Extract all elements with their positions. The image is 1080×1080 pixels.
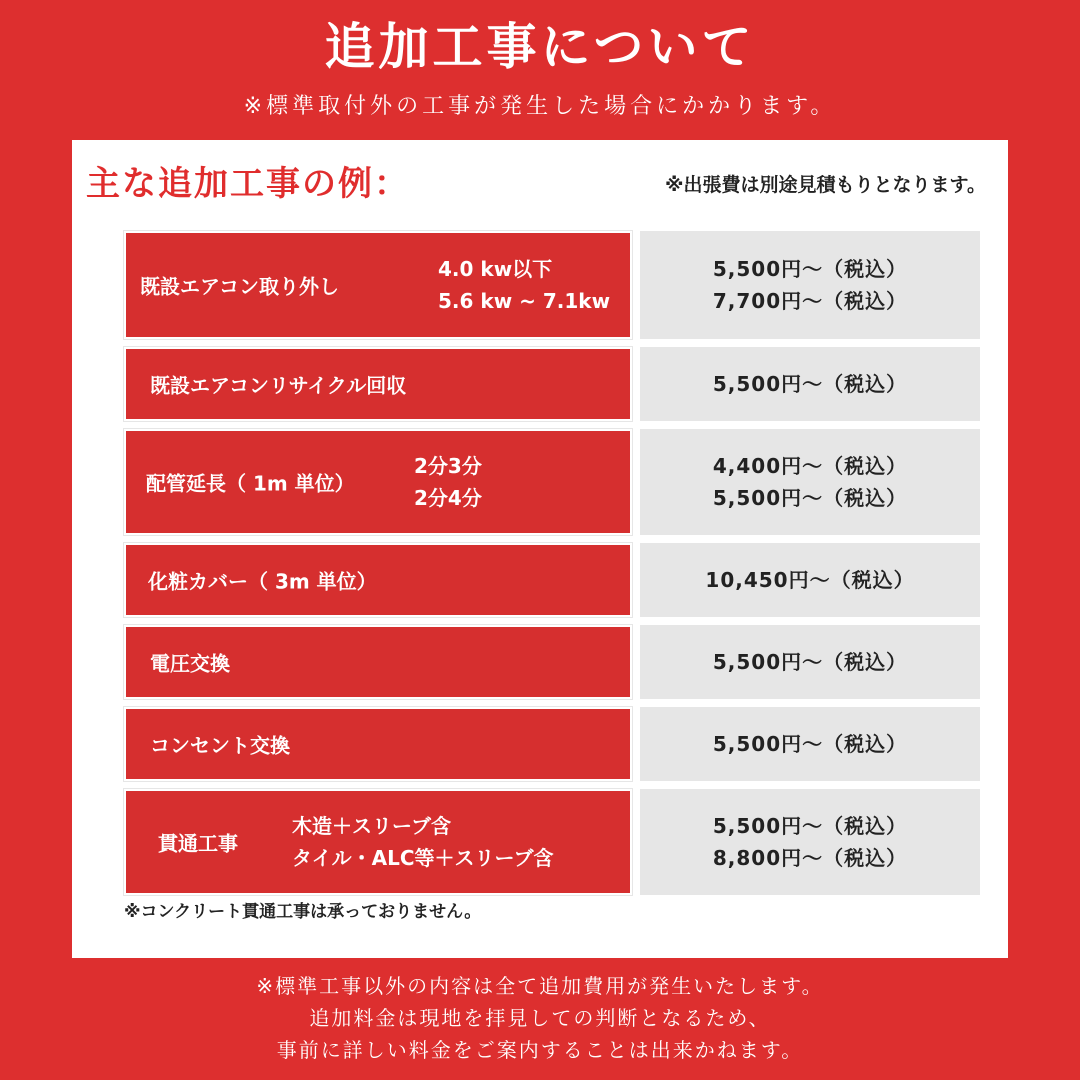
price-text xyxy=(640,564,980,596)
footer-notes xyxy=(0,970,1080,1066)
work-row-outlet xyxy=(124,707,978,781)
footer-line: ※標準工事以外の内容は全て追加費用が発生いたします。 xyxy=(256,974,824,998)
work-sub-options xyxy=(438,253,610,317)
work-row-recycle xyxy=(124,347,978,421)
work-sub-options xyxy=(292,810,554,874)
panel-heading: 主な追加工事の例： xyxy=(86,164,410,204)
work-sub-option: 2分4分 xyxy=(414,486,482,510)
price-line: 5,500円〜（税込） xyxy=(712,732,908,756)
price-line: 7,700円〜（税込） xyxy=(712,289,908,313)
price-line: 5,500円〜（税込） xyxy=(712,372,908,396)
price-cell xyxy=(640,347,980,421)
work-label-cell xyxy=(124,543,632,617)
work-label-cell xyxy=(124,707,632,781)
work-label-cell xyxy=(124,347,632,421)
price-line: 5,500円〜（税込） xyxy=(712,814,908,838)
work-row-pipe-extension xyxy=(124,429,978,535)
additional-work-panel xyxy=(72,140,1008,958)
price-line: 5,500円〜（税込） xyxy=(712,257,908,281)
work-label: コンセント交換 xyxy=(150,733,290,758)
page-subtitle: ※標準取付外の工事が発生した場合にかかります。 xyxy=(243,94,837,119)
work-sub-option: 5.6 kw ~ 7.1kw xyxy=(438,289,611,313)
price-line: 5,500円〜（税込） xyxy=(712,650,908,674)
work-sub-option: 2分3分 xyxy=(414,454,482,478)
work-sub-options xyxy=(414,450,482,514)
page-title: 追加工事について xyxy=(324,18,756,76)
work-label: 配管延長（ 1m 単位） xyxy=(146,471,355,496)
footer-line: 事前に詳しい料金をご案内することは出来かねます。 xyxy=(276,1038,804,1062)
work-label-cell xyxy=(124,231,632,339)
work-label: 既設エアコンリサイクル回収 xyxy=(150,373,407,398)
work-label-cell xyxy=(124,625,632,699)
work-sub-option: 木造＋スリーブ含 xyxy=(292,814,451,838)
travel-fee-note: ※出張費は別途見積もりとなります。 xyxy=(665,174,986,196)
work-label: 電圧交換 xyxy=(150,651,230,676)
price-text xyxy=(640,253,980,317)
price-cell xyxy=(640,231,980,339)
work-row-removal xyxy=(124,231,978,339)
work-label-cell xyxy=(124,789,632,895)
price-text xyxy=(640,368,980,400)
price-line: 4,400円〜（税込） xyxy=(712,454,908,478)
footer-line: 追加料金は現地を拝見しての判断となるため、 xyxy=(309,1006,771,1030)
price-text xyxy=(640,450,980,514)
price-cell xyxy=(640,707,980,781)
price-text xyxy=(640,810,980,874)
price-cell xyxy=(640,543,980,617)
work-label: 貫通工事 xyxy=(158,831,238,856)
price-text xyxy=(640,646,980,678)
work-label: 化粧カバー（ 3m 単位） xyxy=(148,569,377,594)
price-line: 8,800円〜（税込） xyxy=(712,846,908,870)
work-sub-option: 4.0 kw以下 xyxy=(438,257,553,281)
price-cell xyxy=(640,625,980,699)
concrete-note: ※コンクリート貫通工事は承っておりません。 xyxy=(124,902,482,922)
work-label-cell xyxy=(124,429,632,535)
price-line: 5,500円〜（税込） xyxy=(712,486,908,510)
price-text xyxy=(640,728,980,760)
work-sub-option: タイル・ALC等＋スリーブ含 xyxy=(292,846,554,870)
work-row-wall-penetration xyxy=(124,789,978,895)
work-row-decorative-cover xyxy=(124,543,978,617)
price-cell xyxy=(640,789,980,895)
work-row-voltage xyxy=(124,625,978,699)
price-line: 10,450円〜（税込） xyxy=(705,568,915,592)
work-label: 既設エアコン取り外し xyxy=(140,274,339,299)
price-cell xyxy=(640,429,980,535)
